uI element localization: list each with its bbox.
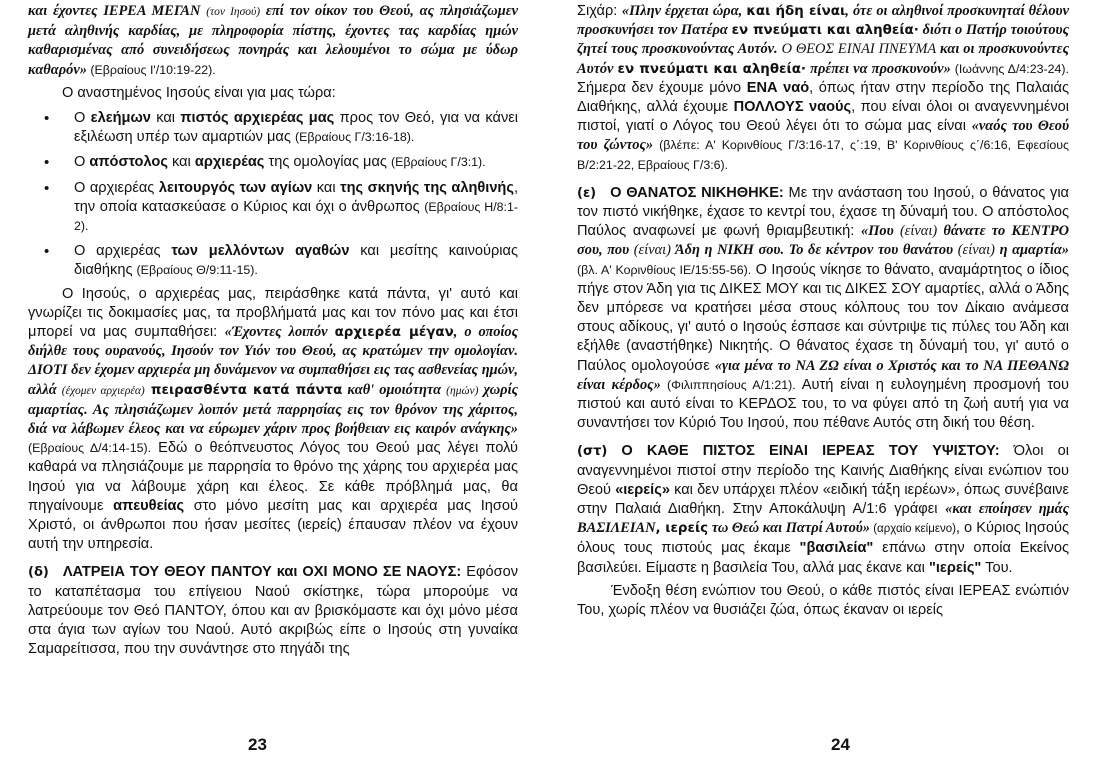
quote: «Που <box>861 223 900 240</box>
section-heading: (ε) Ο ΘΑΝΑΤΟΣ ΝΙΚΗΘΗΚΕ: <box>577 184 784 201</box>
quote-emphasis: πειρασθέντα κατά πάντα <box>144 382 343 398</box>
bullet-icon: • <box>44 243 50 261</box>
quote: χωρίς αμαρτίας. Ας πλησιάζωμεν λοιπόν μετά παρρησίας εις τον θρόνον της χάριτος, διά να λάβωμεν έλεος και να εύρωμεν χάριν προς βοήθειαν εις καιρόν ανάγκης» <box>28 381 518 438</box>
page-number: 23 <box>248 735 267 754</box>
section-label: (δ) <box>28 565 49 581</box>
quote-regular: (είναι) <box>633 242 671 259</box>
quote: και οι προσκυνούντες Αυτόν <box>577 41 1069 77</box>
section-heading: (δ) ΛΑΤΡΕΙΑ ΤΟΥ ΘΕΟΥ ΠΑΝΤΟΥ και ΟΧΙ ΜΟΝΟ ΣΕ ΝΑΟΥΣ: <box>28 564 462 581</box>
paragraph-hebrews-10 <box>28 2 518 80</box>
reference: (βλέπε: Α' Κορινθίους Γ/3:16-17, ς΄:19, Β' Κορινθίους ς΄/6:16, Εφεσίους Β/2:21-22, Εβραίους Γ/3:6). <box>577 138 1070 172</box>
bullet-icon: • <box>44 154 50 172</box>
quote: «ναός του Θεού του ζώντος» <box>577 118 1070 154</box>
quote-emphasis: , ιερείς <box>655 521 709 537</box>
list-item: • Ο αρχιερέας των μελλόντων αγαθών και μεσίτης καινούριας διαθήκης (Εβραίους Θ/9:11-15). <box>44 243 518 279</box>
quote: καθ' ομοιότητα <box>342 381 447 398</box>
reference: (Ιωάννης Δ/4:23-24). <box>950 61 1069 76</box>
text-column-left <box>28 2 518 660</box>
quote-aside: (αρχαίο κείμενο) <box>870 523 956 536</box>
reference: (Εβραίους Ι'/10:19-22). <box>86 62 216 77</box>
quote: «για μένα το ΝΑ ΖΩ είναι ο Χριστός και το ΝΑ ΠΕΘΑΝΩ είναι κέρδος» <box>577 357 1069 393</box>
bullet-icon: • <box>44 110 50 128</box>
quote-aside: (έχομεν αρχιερέα) <box>61 384 145 397</box>
quote: επί τον οίκον του Θεού, ας πλησιάζωμεν μετά αληθινής καρδίας, με πληροφορία πίστης, έχοντες τας καρδίας ημών καθαρισμένας από συνειδήσεως πονηράς και λελουμένοι το σώμα με ύδωρ καθαρόν» <box>28 3 518 78</box>
list-item: • Ο ελεήμων και πιστός αρχιερέας μας προς τον Θεό, για να κάνει εξιλέωση υπέρ των αμαρτιών μας (Εβραίους Γ/3:16-18). <box>44 110 518 146</box>
section-d: (δ) ΛΑΤΡΕΙΑ ΤΟΥ ΘΕΟΥ ΠΑΝΤΟΥ και ΟΧΙ ΜΟΝΟ ΣΕ ΝΑΟΥΣ: Εφόσον το καταπέτασμα του επίγειου Ναού σκίστηκε, τώρα μπορούμε να λατρεύουμε τον Θεό ΠΑΝΤΟΥ, όπου και αν βρισκόμαστε και όχι μόνο μέσα στα άγια των αγίων του Ναού. Αυτό ακριβώς είπε ο Ιησούς στη γυναίκα Σαμαρείτισσα, που την συνάντησε στο πηγάδι της <box>28 564 518 658</box>
list-item: • Ο απόστολος και αρχιερέας της ομολογίας μας (Εβραίους Γ/3:1). <box>44 154 486 172</box>
reference: (βλ. Α' Κορινθίους ΙΕ/15:55-56). <box>577 262 752 277</box>
section-label: (στ) <box>577 444 608 460</box>
paragraph-high-priest: Ο Ιησούς, ο αρχιερέας μας, πειράσθηκε κατά πάντα, γι' αυτό και γνωρίζει τις δοκιμασίες μας, τα προβλήματά μας και τον πόνο μας και έτσι μπορεί να μας συμπαθήσει: «Έχοντες λοιπόν αρχιερέα μέγαν, ο οποίος διήλθε τους ουρανούς, Ιησούν τον Υιόν του Θεού, ας κρατώμεν την ομολογίαν. ΔΙΟΤΙ δεν έχομεν αρχιερέα μη δυνάμενον να συμπαθήσει εις τας ασθενείας ημών, αλλά (έχομεν αρχιερέα) πειρασθέντα κατά πάντα καθ' ομοιότητα (ημών) χωρίς αμαρτίας. Ας πλησιάζωμεν λοιπόν μετά παρρησίας εις τον θρόνον της χάριτος, διά να λάβωμεν έλεος και να εύρωμεν χάριν προς βοήθειαν εις καιρόν ανάγκης» (Εβραίους Δ/4:14-15). Εδώ ο θεόπνευστος Λόγος του Θεού μας λέγει πολύ καθαρά να πλησιάζουμε με παρρησία το θρόνο της χάρης του αρχιερέα μας Ιησού για να λάβουμε χάρη και έλεος. Σε κάθε πρόβλημά μας, θα πηγαίνουμε απευθείας στο μόνο μεσίτη μας και αρχιερέα μας Ιησού Χριστό, οι άνθρωποι που ήσαν μεσίτες (ιερείς) έπαυσαν πλέον να έχουν αυτή την υπηρεσία. <box>28 285 519 553</box>
bullet-icon: • <box>44 179 50 197</box>
reference: (Εβραίους Θ/9:11-15). <box>136 263 258 278</box>
quote: διότι ο Πατήρ τοιούτους ζητεί τους προσκυνούντας Αυτόν. <box>577 22 1069 58</box>
section-heading: (στ) Ο ΚΑΘΕ ΠΙΣΤΟΣ ΕΙΝΑΙ ΙΕΡΕΑΣ ΤΟΥ ΥΨΙΣΤΟΥ: <box>577 443 1000 460</box>
quote-regular: Ο ΘΕΟΣ ΕΙΝΑΙ ΠΝΕΥΜΑ <box>781 41 937 58</box>
text-column-right <box>577 2 1069 620</box>
quote-regular: (είναι) <box>899 223 938 240</box>
quote: «Έχοντες λοιπόν <box>224 324 335 341</box>
quote: , ο οποίος διήλθε τους ουρανούς, Ιησούν τον Υιόν του Θεού, ας κρατώμεν την ομολογίαν. ΔΙΟΤΙ δεν έχομεν αρχιερέα μη δυνάμενον να συμπαθήσει εις τας ασθενείας ημών, αλλά <box>28 324 519 398</box>
quote-emphasis: αρχιερέα μέγαν <box>334 325 454 341</box>
reference: (Εβραίους Η/8:1-2). <box>74 199 518 234</box>
reference: (Εβραίους Γ/3:1). <box>390 155 486 170</box>
section-st: (στ) Ο ΚΑΘΕ ΠΙΣΤΟΣ ΕΙΝΑΙ ΙΕΡΕΑΣ ΤΟΥ ΥΨΙΣΤΟΥ: Όλοι οι αναγεννημένοι πιστοί στην περίοδο της Καινής Διαθήκης είναι ενώπιον του Θεού «ιερείς» και δεν υπάρχει πλέον «ειδική τάξη ιερέων», όπως συνέβαινε στην Παλαιά Διαθήκη. Στην Αποκάλυψη Α/1:6 γράφει «και εποίησεν ημάς ΒΑΣΙΛΕΙΑΝ, ιερείς τω Θεώ και Πατρί Αυτού» (αρχαίο κείμενο), ο Κύριος Ιησούς όλους τους πιστούς μας έκαμε "βασιλεία" επάνω στην οποία Εκείνος βασιλεύει. Είμαστε η βασιλεία Του, αλλά μας έκανε και "ιερείς" Του. <box>577 443 1069 576</box>
quote: , ότε οι αληθινοί προσκυνηταί θέλουν προσκυνήσει τον Πατέρα <box>577 3 1069 39</box>
reference: (Φιλιππησίους Α/1:21). <box>660 377 796 392</box>
quote: «Πλην έρχεται ώρα, <box>621 3 747 19</box>
paragraph-priest-status: Ένδοξη θέση ενώπιον του Θεού, ο κάθε πιστός είναι ΙΕΡΕΑΣ ενώπιόν Του, χωρίς πλέον να θυσιάζει ζώα, όπως έκαναν οι ιερείς <box>577 582 1069 619</box>
reference: (Εβραίους Δ/4:14-15). <box>28 441 152 456</box>
quote: Άδη η ΝΙΚΗ σου. Το δε κέντρον του θανάτου <box>670 242 958 259</box>
quote: «και εποίησεν ημάς ΒΑΣΙΛΕΙΑΝ <box>577 501 1069 537</box>
paragraph-sychar: Σιχάρ: «Πλην έρχεται ώρα, και ήδη είναι, ότε οι αληθινοί προσκυνηταί θέλουν προσκυνήσει τον Πατέρα εν πνεύματι και αληθεία· διότι ο Πατήρ τοιούτους ζητεί τους προσκυνούντας Αυτόν. Ο ΘΕΟΣ ΕΙΝΑΙ ΠΝΕΥΜΑ και οι προσκυνούντες Αυτόν εν πνεύματι και αληθεία· πρέπει να προσκυνούν» (Ιωάννης Δ/4:23-24). Σήμερα δεν έχουμε μόνο ΕΝΑ ναό, όπως ήταν στην περίοδο της Παλαιάς Διαθήκης, αλλά έχουμε ΠΟΛΛΟΥΣ ναούς, που είναι όλοι οι αναγεννημένοι πιστοί, γιατί ο Λόγος του Θεού λέγει ότι το σώμα μας είναι «ναός του Θεού του ζώντος» (βλέπε: Α' Κορινθίους Γ/3:16-17, ς΄:19, Β' Κορινθίους ς΄/6:16, Εφεσίους Β/2:21-22, Εβραίους Γ/3:6). <box>577 3 1070 172</box>
quote-aside: (ημών) <box>446 384 479 397</box>
quote: και έχοντες ΙΕΡΕΑ ΜΕΓΑΝ <box>28 3 207 19</box>
quote-emphasis: και ήδη είναι <box>746 4 846 19</box>
quote-emphasis: εν πνεύματι και αληθεία· <box>617 61 807 77</box>
list-item: • Ο αρχιερέας λειτουργός των αγίων και της σκηνής της αληθινής, την οποία κατασκεύασε ο Κύριος και όχι ο άνθρωπος (Εβραίους Η/8:1-2). <box>44 179 519 234</box>
page-24 <box>549 0 1099 769</box>
quote-regular: (είναι) <box>957 242 995 259</box>
quote: πρέπει να προσκυνούν» <box>806 60 951 77</box>
page-number: 24 <box>831 735 850 754</box>
bullet-list <box>28 109 518 281</box>
quote: θάνατε το ΚΕΝΤΡΟ σου, που <box>577 223 1070 259</box>
quote: τω Θεώ και Πατρί Αυτού» <box>708 520 871 537</box>
section-e: (ε) Ο ΘΑΝΑΤΟΣ ΝΙΚΗΘΗΚΕ: Με την ανάσταση του Ιησού, ο θάνατος για τον πιστό νικήθηκε, έχασε το κεντρί του, έχασε τη δύναμή του. Ο απόστολος Παύλος αναφωνεί με φωνή θριαμβευτική: «Που (είναι) θάνατε το ΚΕΝΤΡΟ σου, που (είναι) Άδη η ΝΙΚΗ σου. Το δε κέντρον του θανάτου (είναι) η αμαρτία» (βλ. Α' Κορινθίους ΙΕ/15:55-56). Ο Ιησούς νίκησε το θάνατο, αναμάρτητος ο ίδιος πήγε στον Άδη για τις ΔΙΚΕΣ ΜΟΥ και τις ΔΙΚΕΣ ΣΟΥ αμαρτίες, αλλά ο Άδης δεν μπόρεσε να κρατήσει μέσα στους κόλπους του τον Δίκαιο ανάμεσα στους αδίκους, γι' αυτό ο Ιησούς έσπασε και σύντριψε τις πύλες του Άδη και εξήλθε (αναστήθηκε) Νικητής. Ο θάνατος έχασε τη δύναμή του, γι' αυτό ο Παύλος ομολογούσε «για μένα το ΝΑ ΖΩ είναι ο Χριστός και το ΝΑ ΠΕΘΑΝΩ είναι κέρδος» (Φιλιππησίους Α/1:21). Αυτή είναι η ευλογημένη προσμονή του πιστού και αυτό είναι το ΚΕΡΔΟΣ του, το να φύγει από τη ζωή αυτή για να συναντήσει τον Κύριό Του Ιησού, που πέθανε Αυτός στη δική του θέση. <box>577 184 1070 432</box>
page-23 <box>0 0 549 769</box>
section-label: (ε) <box>577 185 597 201</box>
reference: (Εβραίους Γ/3:16-18). <box>294 130 415 145</box>
quote-aside: (τον Ιησού) <box>206 6 261 18</box>
paragraph-intro: Ο αναστημένος Ιησούς είναι για μας τώρα: <box>62 84 336 101</box>
quote: η αμαρτία» <box>994 242 1069 259</box>
quote-emphasis: εν πνεύματι και αληθεία· <box>731 23 919 39</box>
